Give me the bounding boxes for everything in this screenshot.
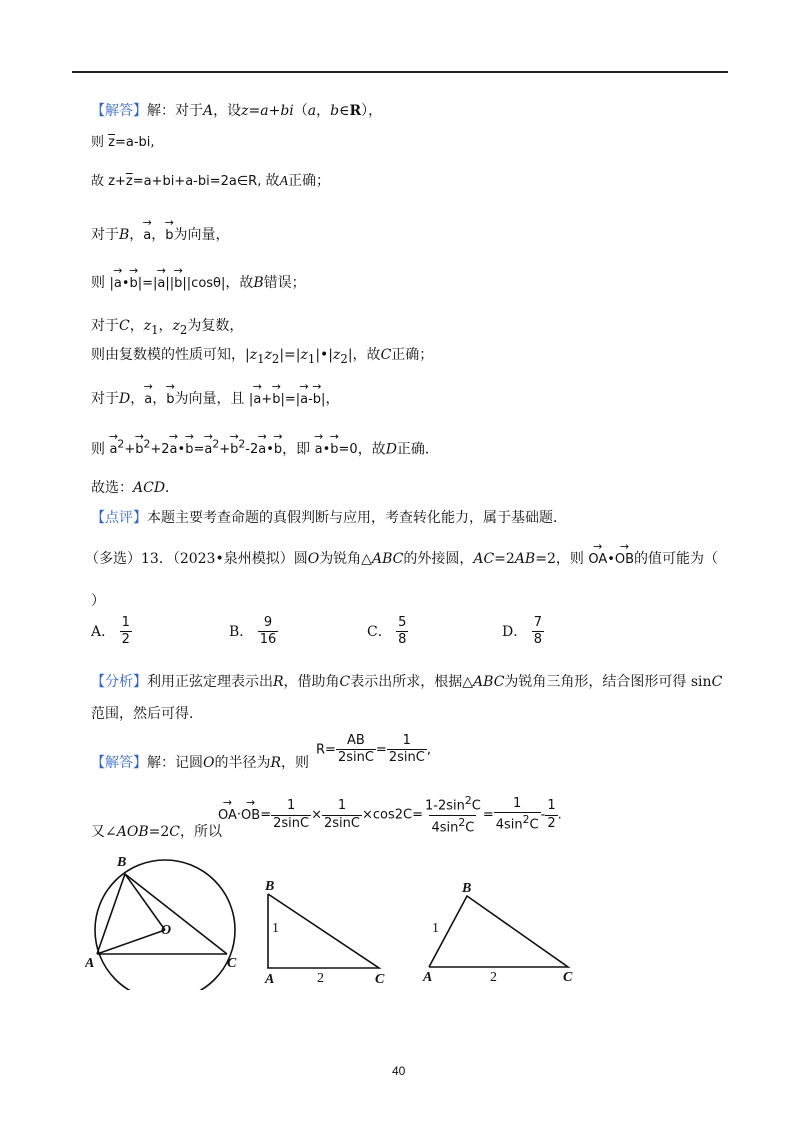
question13-stem: （多选）13．（2023•泉州模拟）圆O为锐角△ABC的外接圆，AC=2AB=2，则 → OA•→ OB的值可能为（ <box>85 548 718 568</box>
circle-label-A: A <box>85 956 95 971</box>
solution1-line1: 【解答】解：对于A，设z=a+bi（a，b∈R）， <box>91 103 383 119</box>
solution-tag: 【解答】 <box>91 103 147 119</box>
tri-label-C: C <box>563 970 573 985</box>
option-b: B． $\frac{9}{16}$ <box>229 615 277 648</box>
tri-side-AC: 2 <box>490 970 497 985</box>
circle-label-C: C <box>227 956 237 971</box>
tri-label-A: A <box>423 970 433 985</box>
option-c: C． $\frac{5}{8}$ <box>367 615 407 648</box>
triangle-figure <box>429 896 568 967</box>
solution2-R-eq: R= $\frac{AB}{2\sin C}$ = $\frac{1}{2\sin C}$ , <box>316 733 431 766</box>
right-triangle-figure <box>268 894 379 968</box>
solution1-line4: 对于B，→ a，→ b为向量， <box>91 224 230 244</box>
header-rule <box>72 71 728 73</box>
analysis-line2: 范围，然后可得． <box>91 706 203 722</box>
solution1-comment: 【点评】本题主要考查命题的真假判断与应用，考查转化能力，属于基础题． <box>91 510 567 526</box>
figures <box>85 850 675 990</box>
solution1-line6: 对于C，$z_1$，$z_2$为复数， <box>91 318 244 337</box>
circle-label-B: B <box>117 855 127 870</box>
page-number: 40 <box>392 1064 406 1078</box>
option-a: A． $\frac{1}{2}$ <box>91 615 130 648</box>
tri-label-B: B <box>462 881 472 896</box>
solution2-dot-eq: → OA·→ OB= $\frac{1}{2\sin C}$ × $\frac{1}{2\sin C}$ ×cos2C= $\frac{1-2\sin^2C}{4\sin^2C}$ = $\frac{1}{4\sin^2C}$ - $\frac{1}{2}$ . <box>218 795 562 835</box>
solution2-line2: 又∠AOB=2C，所以 <box>91 824 222 840</box>
rt-label-A: A <box>265 972 275 987</box>
rt-side-AB: 1 <box>272 921 279 936</box>
analysis-line1: 【分析】利用正弦定理表示出R，借助角C表示出所求，根据△ABC为锐角三角形，结合图形可得 sinC <box>91 674 723 690</box>
rt-side-AC: 2 <box>317 971 324 986</box>
solution1-line2: 则 $\overline{z}=a-bi$, <box>91 135 155 150</box>
solution1-line5: 则 |→ a•→ b|=|→ a||→ b||cosθ|，故B错误； <box>91 272 306 292</box>
tri-side-AB: 1 <box>432 921 439 936</box>
solution1-line7: 则由复数模的性质可知，$|z_1z_2|=|z_1|•|z_2|$，故C正确； <box>91 347 434 366</box>
solution1-choice: 故选：ACD． <box>91 480 180 496</box>
rt-label-C: C <box>375 972 385 987</box>
solution1-line3: 故 $z+\overline{z}=a+bi+a-bi=2a\in R$, 故A正确； <box>91 174 331 189</box>
option-d: D． $\frac{7}{8}$ <box>502 615 542 648</box>
solution2-line1: 【解答】解：记圆O的半径为R，则 <box>91 755 310 771</box>
circle-label-O: O <box>161 923 172 938</box>
solution1-line8: 对于D，→ a，→ b为向量，且 |→ a+→ b|=|→ a-→ b|， <box>91 388 339 408</box>
rt-label-B: B <box>265 879 275 894</box>
question13-close: ） <box>91 593 105 609</box>
solution1-line9: 则 → $a^2+\to b^2+2\to$ a•→ $b=\to a^2+\to b^2-2\to$ a•→ b，即 → a•→ b=0，故D正确． <box>91 438 439 458</box>
